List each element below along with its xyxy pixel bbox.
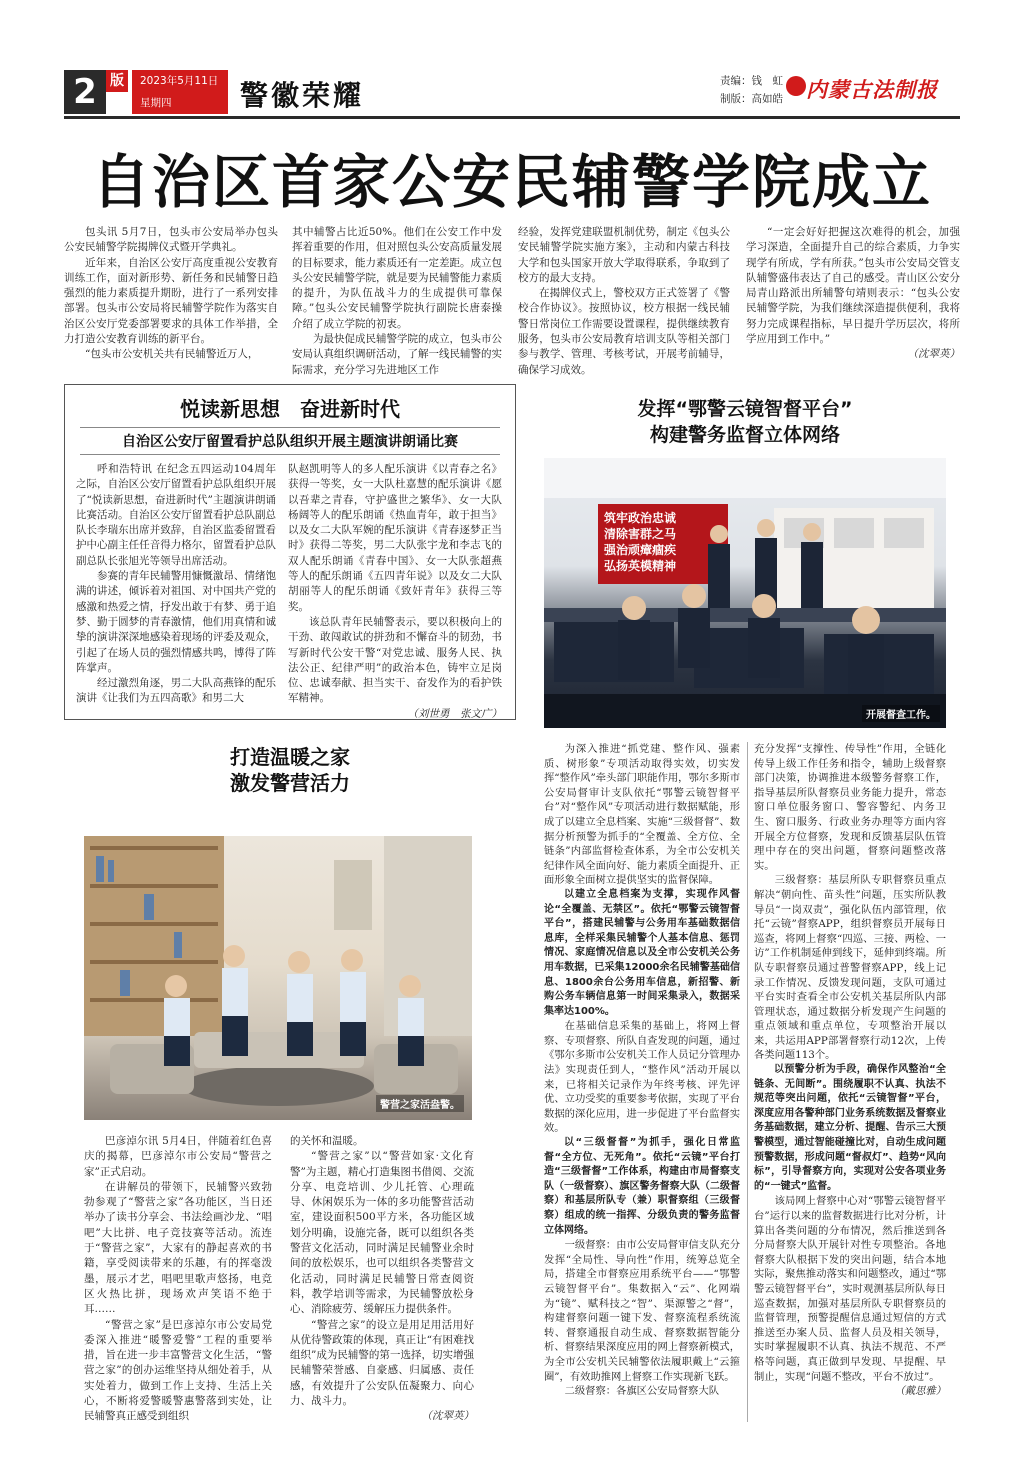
reading-col-1 <box>76 462 276 707</box>
paragraph: 其中辅警占比近50%。他们在公安工作中发挥着重要的作用，但对照包头公安高质量发展的目标要求，能力素质还有一定差距。成立包头公安民辅警学院，就是要为民辅警能力素质的提升，为队伍战斗力的生成提供可靠保障。”包头公安民辅警学院执行副院长唐泰操介绍了成立学院的初衷。 <box>292 226 502 330</box>
home-photo-illustration <box>84 836 472 1120</box>
platform-headline <box>530 396 960 448</box>
reading-headline: 悦读新思想 奋进新时代 <box>180 397 400 421</box>
issue-date: 2023年5月11日 <box>140 75 219 87</box>
home-photo <box>84 836 472 1120</box>
home-headline-line-1: 打造温暖之家 <box>230 745 350 769</box>
paragraph: 二级督察：各旗区公安局督察大队 <box>564 1385 720 1398</box>
paragraph: 该局网上督察中心对“鄂警云镜智督平台”运行以来的监督数据进行比对分析，计算出各类问题的分布情况，然后推送到各分局督察大队开展针对性专项整治。各地督察大队根据下发的突出问题，结合本地实际，聚焦推动落实和问题整改，通过“鄂警云镜智督平台”，实时观测基层所队每日巡查数据，加强对基层所队专职督察员的监督管理，预警提醒信息通过短信的方式推送至办案人员、监督人员及相关领导，实时掌握履职不认真、执法不规范、不严格等问题，真正做到早发现、早提醒、早制止，实现“问题不整改，平台不放过”。 <box>754 1195 946 1383</box>
header-rule <box>64 116 960 119</box>
lead-headline: 自治区首家公安民辅警学院成立 <box>91 148 932 216</box>
paragraph: 为最快促成民辅警学院的成立，包头市公安局认真组织调研活动，了解一线民辅警的实际需求，充分学习先进地区工作 <box>292 333 502 376</box>
paragraph: 在基础信息采集的基础上，将网上督察、专项督察、所队自查发现的问题，通过《鄂尔多斯市公安机关工作人员记分管理办法》实现责任到人，“整作风”活动开展以来，已将相关记录作为年终考核、评先评优、立功受奖的重要参考依据，实现了平台数据的深化应用，进一步促进了平台监督实效。 <box>544 1020 740 1135</box>
section-title: 警徽荣耀 <box>240 79 365 112</box>
paragraph: 参赛的青年民辅警用慷慨激昂、情绪饱满的讲述，倾诉着对祖国、对中国共产党的感激和热爱之情，抒发出敢于有梦、勇于追梦、勤于圆梦的青春激情，他们用真情和诚挚的演讲深深地感染着现场的评委及观众，引起了在场人员的强烈情感共鸣，博得了阵阵掌声。 <box>76 570 276 674</box>
paragraph: 队赵凯明等人的多人配乐演讲《以青春之名》获得一等奖，女一大队杜嘉慧的配乐演讲《愿以吾辈之青春，守护盛世之繁华》、女一大队杨阔等人的配乐朗诵《热血青年，敢于担当》以及女二大队军婉的配乐演讲《青春逐梦正当时》获得二等奖，男二大队张宇龙和李志飞的双人配乐朗诵《青春中国》、女一大队张超燕等人的配乐朗诵《五四青年说》以及女二大队胡丽等人的配乐朗诵《致奸青年》获得三等奖。 <box>288 463 502 613</box>
editor: 责编：钱 虹 <box>720 75 783 87</box>
photo-wall-slogans <box>604 510 676 574</box>
page-unit: 版 <box>106 70 128 92</box>
paragraph: 经过激烈角逐，男二大队高燕锋的配乐演讲《让我们为五四高歌》和男二大 <box>76 677 276 705</box>
paragraph: 一级督察：由市公安局督审信支队充分发挥“全局性、导向性”作用，统筹总览全局，搭建全市督察应用系统平台——“鄂警云镜智督平台”。集数据入“云”、化网端为“镜”、赋科技之“智”、渠源警之“督”，构建督察问题一键下发、督察流程系统流转、督察通报自动生成、督察数据智能分析、督察结果深度应用的网上督察新模式，为全市公安机关民辅警依法履职戴上“云箍圈”，有效助推网上督察工作实现新飞跃。 <box>544 1239 740 1383</box>
reading-col-2 <box>288 462 502 722</box>
platform-photo <box>544 458 946 728</box>
issue-weekday: 星期四 <box>140 97 172 109</box>
page-number: 2 <box>64 70 106 114</box>
paragraph: 巴彦淖尔讯 5月4日，伴随着红色喜庆的揭幕，巴彦淖尔市公安局“警营之家”正式启动。 <box>84 1135 272 1178</box>
platform-col-2 <box>754 742 946 1399</box>
paragraph: 在揭牌仪式上，警校双方正式签署了《警校合作协议》。按照协议，校方根据一线民辅警日常岗位工作需要设置课程，提供继续教育服务，包头市公安局教育培训支队等相关部门参与教学、管理、考核考试，开展考前辅导，确保学习成效。 <box>518 287 730 376</box>
paragraph: 的关怀和温暖。 <box>290 1135 364 1147</box>
lead-col-1 <box>64 225 278 363</box>
paragraph: 三级督察：基层所队专职督察员重点解决“朝向性、苗头性”问题，压实所队教导员“一岗双责”，强化队伍内部管理，依托“云镜”督察APP，组织督察员开展每日巡查，将网上督察“四巡、三接、两检、一访”工作机制延伸到线下，延伸到终端。所队专职督察员通过普警督察APP，线上记录工作情况、反馈发现问题，支队可通过平台实时查看全市公安机关基层所队内部管理状态，通过数据分析发现产生问题的重点领域和重点单位，专项整治开展以来，共运用APP部署督察行动12次，上传各类问题113个。 <box>754 874 946 1062</box>
paragraph: “警营之家”是巴彦淖尔市公安局党委深入推进“暖警爱警”工程的重要举措，旨在进一步丰富警营文化生活，“警营之家”的创办运维坚持从细处着手，从实处着力，做到工作上支持、生活上关心，不断将爱警暖警惠警落到实处，让民辅警真正感受到组织 <box>84 1318 272 1423</box>
reading-subheadline: 自治区公安厅留置看护总队组织开展主题演讲朗诵比赛 <box>80 427 500 455</box>
photo-slogan: 强治顽瘴痼疾 <box>604 543 677 557</box>
date-block <box>132 70 228 114</box>
paragraph: 充分发挥“支撑性、传导性”作用，全链化传导上级工作任务和指令，辅助上级督察部门决策，协调推进本级警务督察工作，指导基层所队督察员业务能力提升，常态窗口单位服务窗口、警容警纪、内务卫生、窗口服务、行政业务办理等方面内容开展全方位督察，发现和反馈基层队伍管理中存在的突出问题，督察问题整改落实。 <box>754 743 946 872</box>
paragraph: “警营之家”以“警营如家·文化育警”为主题，精心打造集图书借阅、交流分享、电竞培训、少儿托管、心理疏导、休闲娱乐为一体的多功能警营活动室，建设面积500平方米，各功能区域划分明确，设施完备，既可以组织各类警营文化活动，同时满足民辅警业余时间的放松娱乐，也可以组织各类警营文化活动，同时满足民辅警日常查阅资料，教学培训等需求，为民辅警放松身心、消除疲劳、缓解压力提供条件。 <box>290 1150 474 1316</box>
photo-slogan: 清除害群之马 <box>604 527 677 541</box>
byline: （刘世勇 张文广） <box>407 707 502 720</box>
paragraph: 呼和浩特讯 在纪念五四运动104周年之际，自治区公安厅留置看护总队组织开展了“悦读新思想，奋进新时代”主题演讲朗诵比赛活动。自治区公安厅留置看护总队副总队长李瑞东出席并致辞，自治区监委留置看护中心副主任任音得力格尔，留置看护总队副总队长张旭光等领导出席活动。 <box>76 463 276 567</box>
paragraph: 在讲解员的带领下，民辅警兴致勃勃参观了“警营之家”各功能区，当日还举办了读书分享会、书法绘画沙龙、“唱吧”大比拼、电子竞技赛等活动。流连于“警营之家”，大家有的静起喜欢的书籍，享受阅读带来的乐趣，有的挥毫泼墨，展示才艺，唱吧里歌声悠扬，电竞区火热比拼，现场欢声笑语不绝于耳…… <box>84 1180 272 1316</box>
home-col-1 <box>84 1134 272 1425</box>
photo-slogan: 筑牢政治忠诚 <box>604 511 677 525</box>
producer: 制版：高如皓 <box>720 93 783 105</box>
byline: （沈翠英） <box>421 1410 474 1423</box>
home-headline-line-2: 激发警营活力 <box>230 771 350 795</box>
subhead-paragraph: 以“三级督督”为抓手，强化日常监督“全方位、无死角”。依托“云镜”平台打造“三级督督”工作体系，构建由市局督察支队（一级督察）、旗区警务督察大队（二级督察）和基层所队专（兼）职督察组（三级督察）组成的统一指挥、分级负责的警务监督立体网络。 <box>544 1137 740 1236</box>
paragraph: 近年来，自治区公安厅高度重视公安教育训练工作，面对新形势、新任务和民辅警日趋强烈的能力素质提升期盼，进行了一系列安排部署。包头市公安局将民辅警学院作为落实自治区公安厅党委部署要求的具体工作举措，全力打造公安教育训练的新平台。 <box>64 256 278 346</box>
newspaper-logo-icon <box>786 76 806 96</box>
home-headline <box>64 744 516 796</box>
subhead-paragraph: 以建立全息档案为支撑，实现作风督论“全覆盖、无禁区”。依托“鄂警云镜智督平台”，搭建民辅警与公务用车基础数据信息库，全样采集民辅警个人基本信息、惩罚情况、家庭情况信息以及全市公安机关公务用车数据，已采集12000余名民辅警基础信息、1800余台公务用车信息，新招警、新购公务车辆信息第一时间采集录入，数据采集率达100%。 <box>544 888 740 1017</box>
paragraph: “包头市公安机关共有民辅警近万人， <box>85 348 259 361</box>
platform-photo-caption: 开展督查工作。 <box>862 705 940 722</box>
paragraph: 为深入推进“抓党建、整作风、强素质、树形象”专项活动取得实效，切实发挥“整作风”牵头部门职能作用，鄂尔多斯市公安局督审计支队依托“鄂警云镜智督平台”对“整作风”专项活动进行数据赋能，形成了以建立全息档案、实施“三级督督”、数据分析预警为抓手的“全覆盖、全方位、全链条”内部监督检查体系，为全市公安机关纪律作风全面向好、能力素质全面提升、正面形象全面树立提供坚实的监督保障。 <box>544 743 740 887</box>
paragraph: 包头讯 5月7日，包头市公安局举办包头公安民辅警学院揭牌仪式暨开学典礼。 <box>64 226 278 254</box>
newspaper-name: 内蒙古法制报 <box>806 77 938 102</box>
platform-headline-line-1: 发挥“鄂警云镜智督平台” <box>637 398 853 420</box>
lead-col-4 <box>746 225 960 363</box>
home-photo-caption: 警营之家活盎警。 <box>376 1095 464 1112</box>
platform-photo-illustration <box>544 458 946 728</box>
lead-col-2 <box>292 225 502 378</box>
platform-col-1 <box>544 742 740 1399</box>
editor-credits <box>720 72 783 108</box>
column-rule <box>747 742 748 1422</box>
byline: （沈翠英） <box>907 348 960 361</box>
paragraph: 经验，发挥党建联盟机制优势，制定《包头公安民辅警学院实施方案》，主动和内蒙古科技大学和包头国家开放大学取得联系，争取到了校方的最大支持。 <box>518 226 730 284</box>
photo-slogan: 弘扬英模精神 <box>604 559 677 573</box>
platform-headline-line-2: 构建警务监督立体网络 <box>649 424 840 446</box>
lead-col-3 <box>518 225 730 378</box>
home-col-2 <box>290 1134 474 1425</box>
subhead-paragraph: 以预警分析为手段，确保作风整治“全链条、无间断”。围绕履职不认真、执法不规范等突出问题，依托“云镜智督”平台，深度应用各警种部门业务系统数据及督察业务基础数据，建立分析、提醒、告示三大预警模型，通过智能碰撞比对，自动生成问题预警数据，形成问题“督叔灯”、趋势“风向标”，引导督察方向，实现对公安各项业务的“一键式”监督。 <box>754 1064 946 1192</box>
byline: （戴思雅） <box>894 1385 946 1398</box>
paragraph: 该总队青年民辅警表示，要以积极向上的干劲、敢闯敢试的拼劲和不懈奋斗的韧劲，书写新时代公安干警“对党忠诚、服务人民、执法公正、纪律严明”的政治本色，铸牢立足岗位、忠诚奉献、担当实干、奋发作为的看护铁军精神。 <box>288 615 502 705</box>
paragraph: “警营之家”的设立是用足用活用好从优待警政策的体现，真正让“有困难找组织”成为民辅警的第一选择，切实增强民辅警荣誉感、自豪感、归属感、责任感，有效提升了公安队伍凝聚力、向心力、战斗力。 <box>290 1318 474 1408</box>
paragraph: “一定会好好把握这次难得的机会，加强学习深造，全面提升自己的综合素质，力争实现学有所成，学有所获。”包头市公安局交管支队辅警盛伟表达了自己的感受。青山区公安分局青山路派出所辅警句靖则表示：“包头公安民辅警学院，为我们继续深造提供便利，我将努力完成课程指标，早日提升学历层次，将所学应用到工作中。” <box>746 226 960 346</box>
